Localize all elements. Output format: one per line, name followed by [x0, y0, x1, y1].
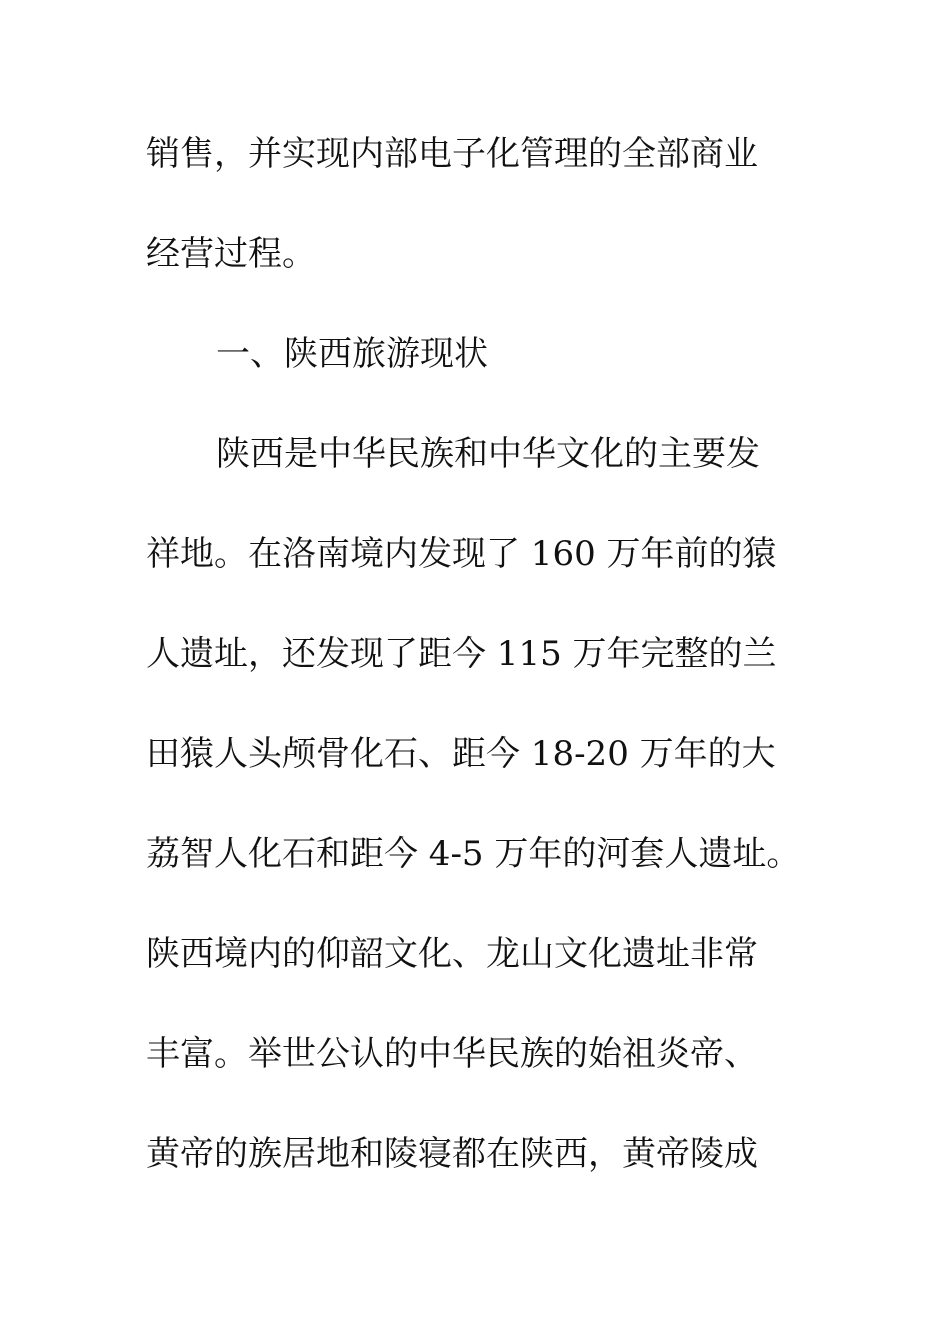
text-line: 黄帝的族居地和陵寝都在陕西，黄帝陵成 [146, 1134, 758, 1174]
text-line: 人遗址，还发现了距今 115 万年完整的兰 [146, 634, 777, 674]
text-line: 陕西境内的仰韶文化、龙山文化遗址非常 [146, 934, 758, 974]
text-line: 销售，并实现内部电子化管理的全部商业 [146, 134, 758, 174]
text-line: 祥地。在洛南境内发现了 160 万年前的猿 [146, 534, 777, 574]
section-heading: 一、陕西旅游现状 [216, 334, 488, 374]
paragraph-first-line: 陕西是中华民族和中华文化的主要发 [216, 434, 760, 474]
body-text [146, 128, 806, 1228]
text-line: 经营过程。 [146, 234, 316, 274]
text-line: 荔智人化石和距今 4-5 万年的河套人遗址。 [146, 834, 801, 874]
text-line: 田猿人头颅骨化石、距今 18-20 万年的大 [146, 734, 776, 774]
text-line: 丰富。举世公认的中华民族的始祖炎帝、 [146, 1034, 758, 1074]
